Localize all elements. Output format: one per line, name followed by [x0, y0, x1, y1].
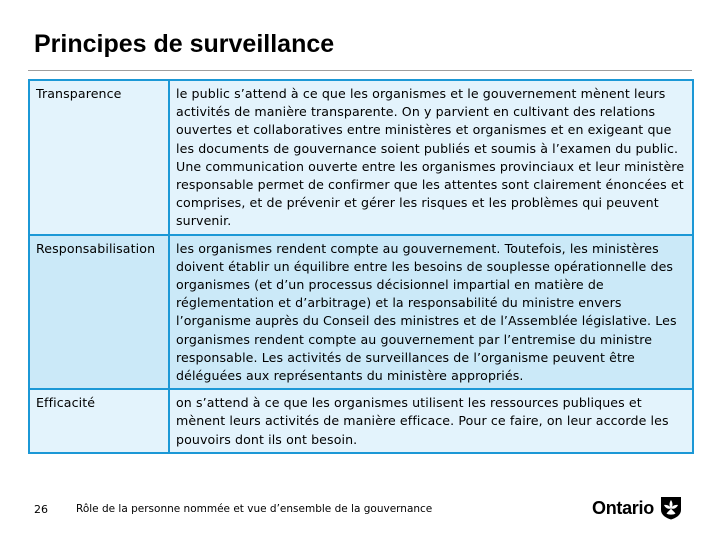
- title-divider: [28, 70, 692, 71]
- definition-cell: on s’attend à ce que les organismes utilisent les ressources publiques et mènent leurs activités de manière efficace. Pour ce faire, on leur accorde les pouvoirs dont ils ont besoin.: [169, 389, 693, 453]
- table-row: [29, 80, 693, 235]
- ontario-logo: [592, 496, 682, 520]
- table-row: [29, 235, 693, 390]
- trillium-icon: [660, 496, 682, 520]
- principles-table: [28, 79, 694, 454]
- page-number: 26: [34, 503, 48, 516]
- term-cell: Responsabilisation: [29, 235, 169, 390]
- term-cell: Efficacité: [29, 389, 169, 453]
- definition-cell: le public s’attend à ce que les organismes et le gouvernement mènent leurs activités de manière transparente. On y parvient en cultivant des relations ouvertes et collaboratives entre ministères et organismes et en exigeant que les documents de gouvernance soient publiés et soumis à l’examen du public. Une communication ouverte entre les organismes provinciaux et leur ministère responsable permet de confirmer que les attentes sont clairement énoncées et comprises, et de prévenir et gérer les risques et les problèmes qui peuvent survenir.: [169, 80, 693, 235]
- page-title: Principes de surveillance: [34, 30, 335, 58]
- table-row: [29, 389, 693, 453]
- footer-caption: Rôle de la personne nommée et vue d’ensemble de la gouvernance: [76, 503, 433, 515]
- definition-cell: les organismes rendent compte au gouvernement. Toutefois, les ministères doivent établir un équilibre entre les besoins de souplesse opérationnelle des organismes (et d’un processus décisionnel impartial en matière de réglementation et d’arbitrage) et la responsabilité du ministre envers l’organisme auprès du Conseil des ministres et de l’Assemblée législative. Les organismes rendent compte au gouvernement par l’entremise du ministre responsable. Les activités de surveillances de l’organisme peuvent être déléguées aux représentants du ministère appropriés.: [169, 235, 693, 390]
- term-cell: Transparence: [29, 80, 169, 235]
- logo-wordmark: Ontario: [592, 497, 654, 518]
